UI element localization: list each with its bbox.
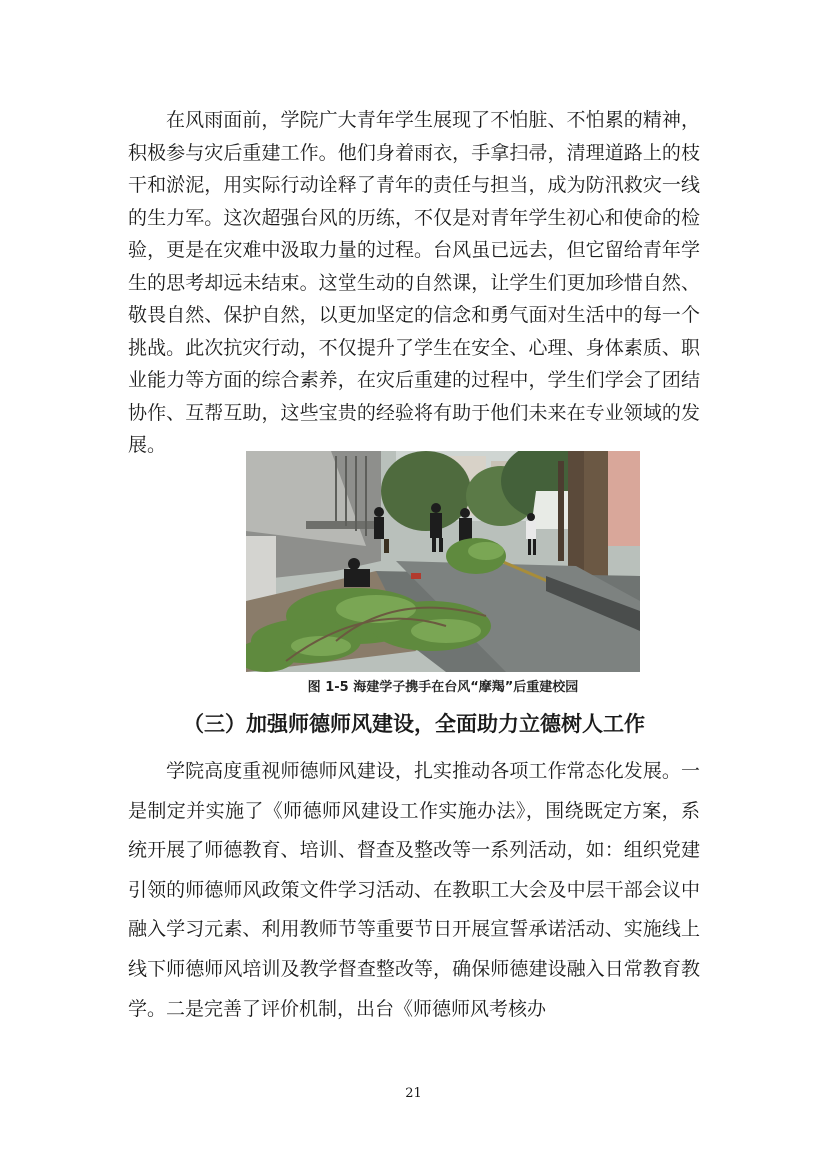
page-number: 21 [405,1086,422,1101]
typhoon-cleanup-photo [246,451,640,672]
figure-photo [246,451,640,672]
body-paragraph-2: 学院高度重视师德师风建设，扎实推动各项工作常态化发展。一是制定并实施了《师德师风建设工作实施办法》，围绕既定方案，系统开展了师德教育、培训、督查及整改等一系列活动，如：组织党建引领的师德师风政策文件学习活动、在教职工大会及中层干部会议中融入学习元素、利用教师节等重要节日开展宣誓承诺活动、实施线上线下师德师风培训及教学督查整改等，确保师德建设融入日常教育教学。二是完善了评价机制，出台《师德师风考核办 [128,760,700,1020]
figure-caption: 图 1-5 海建学子携手在台风“摩羯”后重建校园 [307,680,579,695]
section-heading: （三）加强师德师风建设，全面助力立德树人工作 [183,711,645,736]
body-paragraph-1: 在风雨面前，学院广大青年学生展现了不怕脏、不怕累的精神，积极参与灾后重建工作。他们身着雨衣，手拿扫帚，清理道路上的枝干和淤泥，用实际行动诠释了青年的责任与担当，成为防汛救灾一线的生力军。这次超强台风的历练，不仅是对青年学生初心和使命的检验，更是在灾难中汲取力量的过程。台风虽已远去，但它留给青年学生的思考却远未结束。这堂生动的自然课，让学生们更加珍惜自然、敬畏自然、保护自然，以更加坚定的信念和勇气面对生活中的每一个挑战。此次抗灾行动，不仅提升了学生在安全、心理、身体素质、职业能力等方面的综合素养，在灾后重建的过程中，学生们学会了团结协作、互帮互助，这些宝贵的经验将有助于他们未来在专业领域的发展。 [128,109,700,456]
